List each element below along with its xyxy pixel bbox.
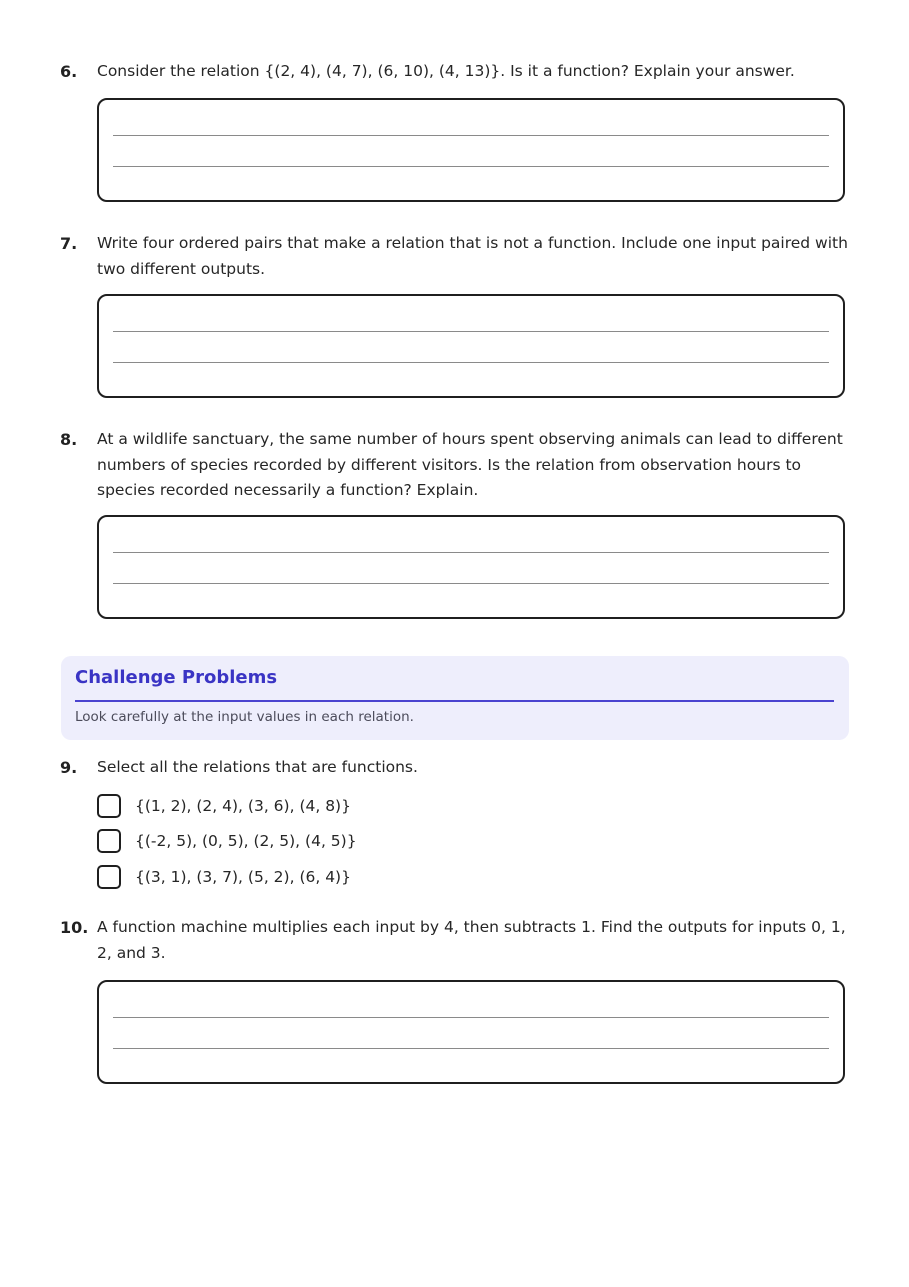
answer-line bbox=[113, 1017, 829, 1018]
answer-box-7[interactable] bbox=[97, 294, 845, 398]
answer-box-10[interactable] bbox=[97, 980, 845, 1084]
question-text: Select all the relations that are functions. bbox=[97, 758, 418, 776]
option-3[interactable] bbox=[97, 865, 351, 889]
answer-line bbox=[113, 552, 829, 553]
question-text: Consider the relation {(2, 4), (4, 7), (6, 10), (4, 13)}. Is it a function? Explain your answer. bbox=[97, 62, 795, 80]
question-8 bbox=[60, 427, 850, 504]
answer-line bbox=[113, 166, 829, 167]
checkbox[interactable] bbox=[97, 865, 121, 889]
challenge-section bbox=[61, 656, 849, 740]
question-9 bbox=[60, 755, 850, 781]
question-6 bbox=[60, 59, 850, 85]
challenge-divider bbox=[75, 700, 834, 702]
answer-line bbox=[113, 135, 829, 136]
question-text: At a wildlife sanctuary, the same number of hours spent observing animals can lead to different numbers of species recorded by different visitors. Is the relation from observation hours to species recorded necessarily a function? Explain. bbox=[97, 430, 843, 499]
option-text: {(1, 2), (2, 4), (3, 6), (4, 8)} bbox=[135, 797, 351, 815]
question-number: 6. bbox=[60, 62, 78, 81]
question-number: 7. bbox=[60, 234, 78, 253]
challenge-title: Challenge Problems bbox=[75, 667, 278, 688]
answer-line bbox=[113, 583, 829, 584]
challenge-subtitle: Look carefully at the input values in each relation. bbox=[75, 709, 414, 725]
option-2[interactable] bbox=[97, 829, 357, 853]
checkbox[interactable] bbox=[97, 829, 121, 853]
answer-line bbox=[113, 1048, 829, 1049]
question-7 bbox=[60, 231, 850, 282]
option-1[interactable] bbox=[97, 794, 351, 818]
question-text: A function machine multiplies each input by 4, then subtracts 1. Find the outputs for inputs 0, 1, 2, and 3. bbox=[97, 918, 846, 962]
answer-box-8[interactable] bbox=[97, 515, 845, 619]
question-number: 8. bbox=[60, 430, 78, 449]
question-text: Write four ordered pairs that make a relation that is not a function. Include one input paired with two different outputs. bbox=[97, 234, 848, 278]
question-10 bbox=[60, 915, 850, 966]
answer-box-6[interactable] bbox=[97, 98, 845, 202]
option-text: {(-2, 5), (0, 5), (2, 5), (4, 5)} bbox=[135, 832, 357, 850]
question-number: 9. bbox=[60, 758, 78, 777]
answer-line bbox=[113, 362, 829, 363]
question-number: 10. bbox=[60, 918, 89, 937]
option-text: {(3, 1), (3, 7), (5, 2), (6, 4)} bbox=[135, 868, 351, 886]
answer-line bbox=[113, 331, 829, 332]
checkbox[interactable] bbox=[97, 794, 121, 818]
